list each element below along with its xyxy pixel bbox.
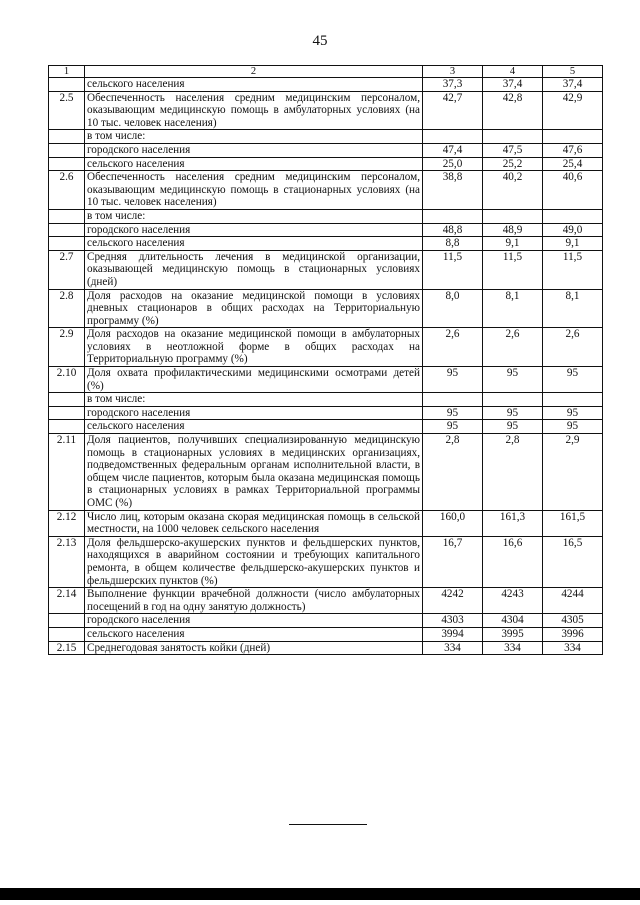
table-row	[49, 614, 603, 628]
row-number-cell: 2.5	[49, 91, 85, 130]
indicator-text-cell: в том числе:	[85, 130, 423, 144]
value-cell-col5: 2,6	[543, 328, 603, 367]
value-cell-col4: 37,4	[483, 78, 543, 92]
indicator-text-cell: в том числе:	[85, 393, 423, 407]
value-cell-col3: 95	[423, 406, 483, 420]
value-cell-col5: 9,1	[543, 237, 603, 251]
value-cell-col4: 95	[483, 367, 543, 393]
value-cell-col4: 4304	[483, 614, 543, 628]
value-cell-col5	[543, 130, 603, 144]
value-cell-col5: 95	[543, 406, 603, 420]
indicator-text-cell: сельского населения	[85, 627, 423, 641]
row-number-cell	[49, 420, 85, 434]
row-number-cell	[49, 627, 85, 641]
indicator-text-cell: Доля пациентов, получивших специализированную медицинскую помощь в стационарных условиях в медицинских организациях, подведомственных федеральным органам исполнительной власти, в общем числе пациентов, которым была оказана медицинская помощь в стационарных условиях в рамках Территориальной программы ОМС (%)	[85, 434, 423, 511]
table-row	[49, 289, 603, 328]
row-number-cell: 2.11	[49, 434, 85, 511]
indicator-text-cell: Средняя длительность лечения в медицинской организации, оказывающей медицинскую помощь в стационарных условиях (дней)	[85, 250, 423, 289]
table-row	[49, 91, 603, 130]
value-cell-col4: 40,2	[483, 171, 543, 210]
value-cell-col5: 37,4	[543, 78, 603, 92]
header-cell-col2: 2	[85, 66, 423, 78]
value-cell-col5: 42,9	[543, 91, 603, 130]
value-cell-col5: 161,5	[543, 510, 603, 536]
row-number-cell	[49, 393, 85, 407]
table-row	[49, 536, 603, 587]
row-number-cell: 2.14	[49, 588, 85, 614]
row-number-cell: 2.7	[49, 250, 85, 289]
indicator-text-cell: Доля расходов на оказание медицинской помощи в амбулаторных условиях в неотложной форме в общих расходах на Территориальную программу (%)	[85, 328, 423, 367]
indicator-text-cell: сельского населения	[85, 78, 423, 92]
table-row	[49, 78, 603, 92]
row-number-cell: 2.12	[49, 510, 85, 536]
value-cell-col3: 42,7	[423, 91, 483, 130]
indicator-text-cell: городского населения	[85, 614, 423, 628]
indicator-text-cell: Обеспеченность населения средним медицинским персоналом, оказывающим медицинскую помощь в стационарных условиях (на 10 тыс. человек населения)	[85, 171, 423, 210]
value-cell-col4: 2,8	[483, 434, 543, 511]
table-row	[49, 143, 603, 157]
table-row	[49, 237, 603, 251]
indicator-text-cell: сельского населения	[85, 237, 423, 251]
value-cell-col3: 160,0	[423, 510, 483, 536]
table-row	[49, 130, 603, 144]
row-number-cell	[49, 157, 85, 171]
value-cell-col5	[543, 209, 603, 223]
value-cell-col5	[543, 393, 603, 407]
indicator-text-cell: сельского населения	[85, 420, 423, 434]
value-cell-col4: 16,6	[483, 536, 543, 587]
row-number-cell: 2.9	[49, 328, 85, 367]
table-row	[49, 157, 603, 171]
value-cell-col4: 42,8	[483, 91, 543, 130]
value-cell-col5: 16,5	[543, 536, 603, 587]
value-cell-col4: 3995	[483, 627, 543, 641]
value-cell-col3: 95	[423, 367, 483, 393]
table-row	[49, 406, 603, 420]
value-cell-col3: 95	[423, 420, 483, 434]
value-cell-col4: 2,6	[483, 328, 543, 367]
table-row	[49, 250, 603, 289]
indicator-text-cell: сельского населения	[85, 157, 423, 171]
indicator-text-cell: городского населения	[85, 223, 423, 237]
value-cell-col3: 2,6	[423, 328, 483, 367]
row-number-cell	[49, 209, 85, 223]
value-cell-col4: 8,1	[483, 289, 543, 328]
indicator-text-cell: в том числе:	[85, 209, 423, 223]
value-cell-col3	[423, 209, 483, 223]
value-cell-col4: 48,9	[483, 223, 543, 237]
indicators-table	[48, 65, 603, 655]
table-row	[49, 420, 603, 434]
value-cell-col5: 3996	[543, 627, 603, 641]
indicator-text-cell: городского населения	[85, 143, 423, 157]
value-cell-col4: 161,3	[483, 510, 543, 536]
indicator-text-cell: Доля охвата профилактическими медицинскими осмотрами детей (%)	[85, 367, 423, 393]
value-cell-col5: 8,1	[543, 289, 603, 328]
value-cell-col3	[423, 130, 483, 144]
value-cell-col5: 2,9	[543, 434, 603, 511]
row-number-cell	[49, 614, 85, 628]
indicator-text-cell: Выполнение функции врачебной должности (число амбулаторных посещений в год на одну занятую должность)	[85, 588, 423, 614]
table-row	[49, 393, 603, 407]
value-cell-col3: 47,4	[423, 143, 483, 157]
indicator-text-cell: Доля расходов на оказание медицинской помощи в условиях дневных стационаров в общих расходах на Территориальную программу (%)	[85, 289, 423, 328]
row-number-cell	[49, 237, 85, 251]
value-cell-col5: 334	[543, 641, 603, 655]
value-cell-col3: 8,0	[423, 289, 483, 328]
header-cell-col4: 4	[483, 66, 543, 78]
table-row	[49, 627, 603, 641]
indicator-text-cell: Число лиц, которым оказана скорая медицинская помощь в сельской местности, на 1000 человек сельского населения	[85, 510, 423, 536]
row-number-cell	[49, 406, 85, 420]
value-cell-col5: 47,6	[543, 143, 603, 157]
value-cell-col4: 95	[483, 420, 543, 434]
scan-bottom-edge	[0, 888, 640, 900]
row-number-cell	[49, 143, 85, 157]
row-number-cell: 2.6	[49, 171, 85, 210]
value-cell-col3: 3994	[423, 627, 483, 641]
value-cell-col4: 4243	[483, 588, 543, 614]
value-cell-col5: 11,5	[543, 250, 603, 289]
page-number: 45	[312, 33, 328, 49]
value-cell-col5: 40,6	[543, 171, 603, 210]
value-cell-col4	[483, 393, 543, 407]
value-cell-col3: 334	[423, 641, 483, 655]
row-number-cell: 2.13	[49, 536, 85, 587]
value-cell-col4: 47,5	[483, 143, 543, 157]
value-cell-col4: 9,1	[483, 237, 543, 251]
value-cell-col5: 25,4	[543, 157, 603, 171]
indicator-text-cell: городского населения	[85, 406, 423, 420]
value-cell-col4: 25,2	[483, 157, 543, 171]
table-row	[49, 641, 603, 655]
table-row	[49, 367, 603, 393]
value-cell-col3: 2,8	[423, 434, 483, 511]
row-number-cell: 2.8	[49, 289, 85, 328]
value-cell-col3: 11,5	[423, 250, 483, 289]
header-row	[49, 66, 603, 78]
value-cell-col4	[483, 209, 543, 223]
value-cell-col3: 4242	[423, 588, 483, 614]
indicator-text-cell: Доля фельдшерско-акушерских пунктов и фельдшерских пунктов, находящихся в аварийном состоянии и требующих капитального ремонта, в общем количестве фельдшерско-акушерских пунктов и фельдшерских пунктов (%)	[85, 536, 423, 587]
row-number-cell	[49, 130, 85, 144]
table-row	[49, 434, 603, 511]
value-cell-col3	[423, 393, 483, 407]
table-row	[49, 171, 603, 210]
header-cell-col1: 1	[49, 66, 85, 78]
value-cell-col3: 8,8	[423, 237, 483, 251]
row-number-cell	[49, 78, 85, 92]
row-number-cell: 2.15	[49, 641, 85, 655]
value-cell-col5: 4244	[543, 588, 603, 614]
value-cell-col5: 4305	[543, 614, 603, 628]
value-cell-col5: 49,0	[543, 223, 603, 237]
row-number-cell	[49, 223, 85, 237]
value-cell-col3: 38,8	[423, 171, 483, 210]
value-cell-col4: 11,5	[483, 250, 543, 289]
table-body	[49, 66, 603, 655]
table-row	[49, 510, 603, 536]
header-cell-col5: 5	[543, 66, 603, 78]
table-row	[49, 588, 603, 614]
header-cell-col3: 3	[423, 66, 483, 78]
table-row	[49, 328, 603, 367]
value-cell-col4: 334	[483, 641, 543, 655]
table-row	[49, 209, 603, 223]
value-cell-col3: 37,3	[423, 78, 483, 92]
value-cell-col5: 95	[543, 367, 603, 393]
value-cell-col5: 95	[543, 420, 603, 434]
table-row	[49, 223, 603, 237]
indicator-text-cell: Среднегодовая занятость койки (дней)	[85, 641, 423, 655]
value-cell-col3: 25,0	[423, 157, 483, 171]
value-cell-col4: 95	[483, 406, 543, 420]
value-cell-col3: 16,7	[423, 536, 483, 587]
footer-divider	[289, 824, 367, 825]
value-cell-col3: 48,8	[423, 223, 483, 237]
row-number-cell: 2.10	[49, 367, 85, 393]
indicator-text-cell: Обеспеченность населения средним медицинским персоналом, оказывающим медицинскую помощь в амбулаторных условиях (на 10 тыс. человек населения)	[85, 91, 423, 130]
value-cell-col3: 4303	[423, 614, 483, 628]
value-cell-col4	[483, 130, 543, 144]
